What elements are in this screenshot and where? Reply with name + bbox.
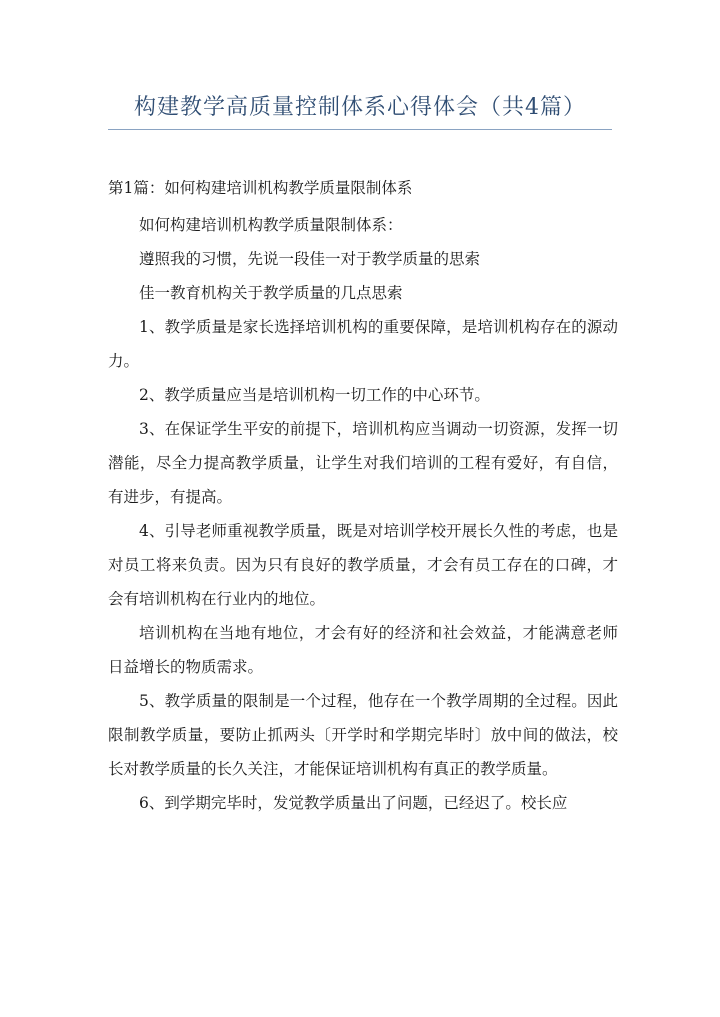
paragraph: 培训机构在当地有地位，才会有好的经济和社会效益，才能满意老师日益增长的物质需求。 [108,624,618,676]
paragraph: 1、教学质量是家长选择培训机构的重要保障，是培训机构存在的源动力。 [108,318,618,370]
title-divider [108,129,612,130]
paragraph: 4、引导老师重视教学质量，既是对培训学校开展长久性的考虑，也是对员工将来负责。因为只有良好的教学质量，才会有员工存在的口碑，才会有培训机构在行业内的地位。 [108,522,618,608]
section-heading: 第1篇：如何构建培训机构教学质量限制体系 [108,179,413,197]
paragraph: 5、教学质量的限制是一个过程，他存在一个教学周期的全过程。因此限制教学质量，要防止抓两头〔开学时和学期完毕时〕放中间的做法，校长对教学质量的长久关注，才能保证培训机构有真正的教学质量。 [108,692,618,778]
paragraph: 2、教学质量应当是培训机构一切工作的中心环节。 [139,386,490,404]
paragraph: 6、到学期完毕时，发觉教学质量出了问题，已经迟了。校长应 [139,794,568,812]
document-title: 构建教学高质量控制体系心得体会（共4篇） [134,95,586,120]
paragraph: 遵照我的习惯，先说一段佳一对于教学质量的思索 [139,250,481,268]
paragraph: 3、在保证学生平安的前提下，培训机构应当调动一切资源，发挥一切潜能，尽全力提高教学质量，让学生对我们培训的工程有爱好，有自信，有进步，有提高。 [108,420,618,506]
document-body [108,208,618,820]
paragraph: 佳一教育机构关于教学质量的几点思索 [139,284,403,302]
paragraph: 如何构建培训机构教学质量限制体系： [139,216,403,234]
